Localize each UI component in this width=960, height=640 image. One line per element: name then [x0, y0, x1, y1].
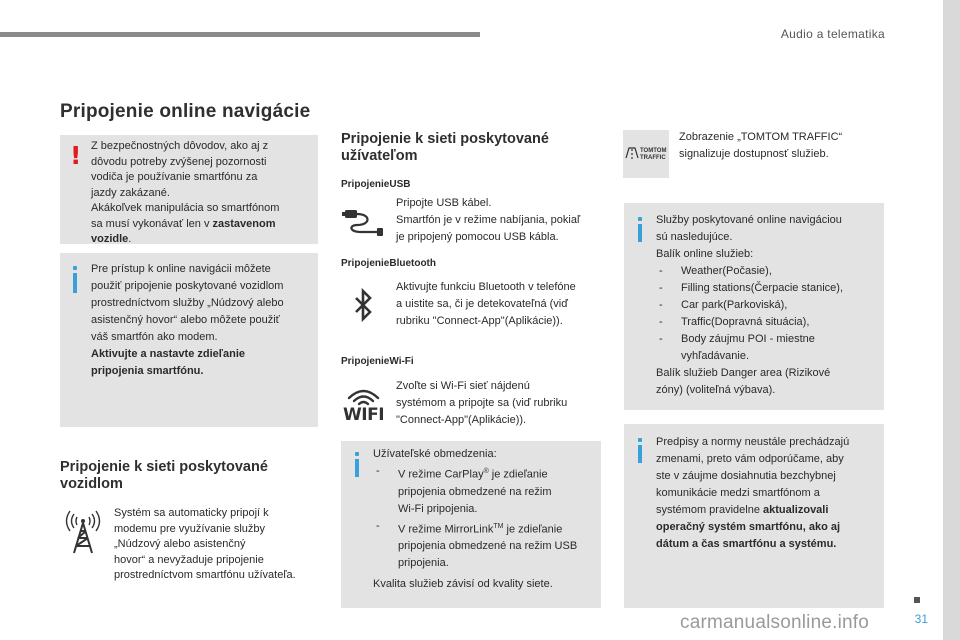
warning-box [60, 135, 318, 244]
vehicle-section-title: Pripojenie k sieti poskytované vozidlom [60, 459, 268, 492]
info-access-text: Pre prístup k online navigácii môžete použiť pripojenie poskytované vozidlom prostredníctvom služby „Núdzový alebo asistenčný hovor“ alebo môžete použiť váš smartfón ako modem. Aktivujte a nastavte zdieľanie pripojenia smartfónu. [91, 263, 284, 377]
usb-heading: PripojenieUSB [341, 179, 411, 190]
warning-text: Z bezpečnostných dôvodov, ako aj z dôvodu potreby zvýšenej pozornosti vodiča je používanie smartfónu za jazdy zakázané. Akákoľvek manipulácia so smartfónom sa musí vykonávať len v zastavenom vozidle. [91, 140, 280, 245]
info-box-regulations [624, 424, 884, 608]
page-edge-strip [943, 0, 960, 640]
info-icon [354, 452, 360, 482]
vehicle-section-text: Systém sa automaticky pripojí k modemu pre využívanie služby „Núdzový alebo asistenčný hovor“ a nevyžaduje pripojenie prostredníctvom smartfónu užívateľa. [114, 507, 296, 582]
bluetooth-icon [341, 283, 386, 328]
wifi-icon-label: WIFI [343, 405, 385, 425]
info-box-services [624, 203, 884, 410]
bluetooth-text: Aktivujte funkciu Bluetooth v telefóne a uistite sa, či je detekovateľná (viď rubriku "Connect-App"(Aplikácie)). [396, 281, 576, 327]
list-item: - Car park(Parkoviská), [656, 297, 882, 314]
info-icon [72, 266, 78, 296]
wifi-heading: PripojenieWi-Fi [341, 356, 414, 367]
usb-cable-icon [341, 197, 386, 242]
watermark: carmanualsonline.info [680, 612, 870, 633]
services-text: Služby poskytované online navigáciou sú nasledujúce. Balík online služieb: - Weather(Počasie), - Filling stations(Čerpacie stanice), - Car park(Parkoviská), - Traffic(Dopravná situácia), - Body záujmu POI - miestne vyhľadávanie. Balík služieb Danger area (Rizikové zóny) (voliteľná výbava). [656, 212, 882, 399]
info-box-restrictions [341, 441, 601, 608]
list-item: - V režime CarPlay® je zdieľanie pripojenia obmedzené na režim Wi-Fi pripojenia. [373, 463, 599, 518]
restrictions-text: Užívateľské obmedzenia: - V režime CarPlay® je zdieľanie pripojenia obmedzené na režim Wi-Fi pripojenia. - V režime MirrorLink™ je zdieľanie pripojenia obmedzené na režim USB pripojenia. Kvalita služieb závisí od kvality siete. [373, 446, 599, 593]
list-item: - Body záujmu POI - miestne vyhľadávanie. [656, 331, 882, 365]
info-icon [637, 217, 643, 247]
info-box-access [60, 253, 318, 427]
tomtom-text: Zobrazenie „TOMTOM TRAFFIC“ signalizuje dostupnosť služieb. [679, 131, 843, 160]
info-icon [637, 438, 643, 468]
page-title: Pripojenie online navigácie [60, 101, 311, 122]
section-title: Audio a telematika [780, 27, 885, 41]
tomtom-traffic-icon: TOMTOM TRAFFIC [623, 130, 669, 178]
bluetooth-heading: PripojenieBluetooth [341, 258, 436, 269]
list-item: - Filling stations(Čerpacie stanice), [656, 280, 882, 297]
regulations-text: Predpisy a normy neustále prechádzajú zmenami, preto vám odporúčame, aby ste v záujme dosiahnutia bezchybnej komunikácie medzi smartfónom a systémom pravidelne aktualizovali operačný systém smartfónu, ako aj dátum a čas smartfónu a systému. [656, 436, 850, 550]
header-bar [0, 32, 480, 37]
wifi-icon [341, 381, 386, 426]
list-item: - V režime MirrorLink™ je zdieľanie pripojenia obmedzené na režim USB pripojenia. [373, 518, 599, 573]
antenna-icon [60, 508, 106, 558]
page-number: 31 [914, 612, 928, 626]
warning-exclamation-icon: ! [70, 141, 82, 170]
wifi-text: Zvoľte si Wi-Fi sieť nájdenú systémom a pripojte sa (viď rubriku "Connect-App"(Aplikácie)). [396, 380, 568, 426]
list-item: - Weather(Počasie), [656, 263, 882, 280]
list-item: - Traffic(Dopravná situácia), [656, 314, 882, 331]
user-section-title: Pripojenie k sieti poskytované užívateľom [341, 131, 549, 164]
usb-text: Pripojte USB kábel. Smartfón je v režime nabíjania, pokiaľ je pripojený pomocou USB kábla. [396, 197, 581, 243]
end-marker [914, 597, 920, 603]
